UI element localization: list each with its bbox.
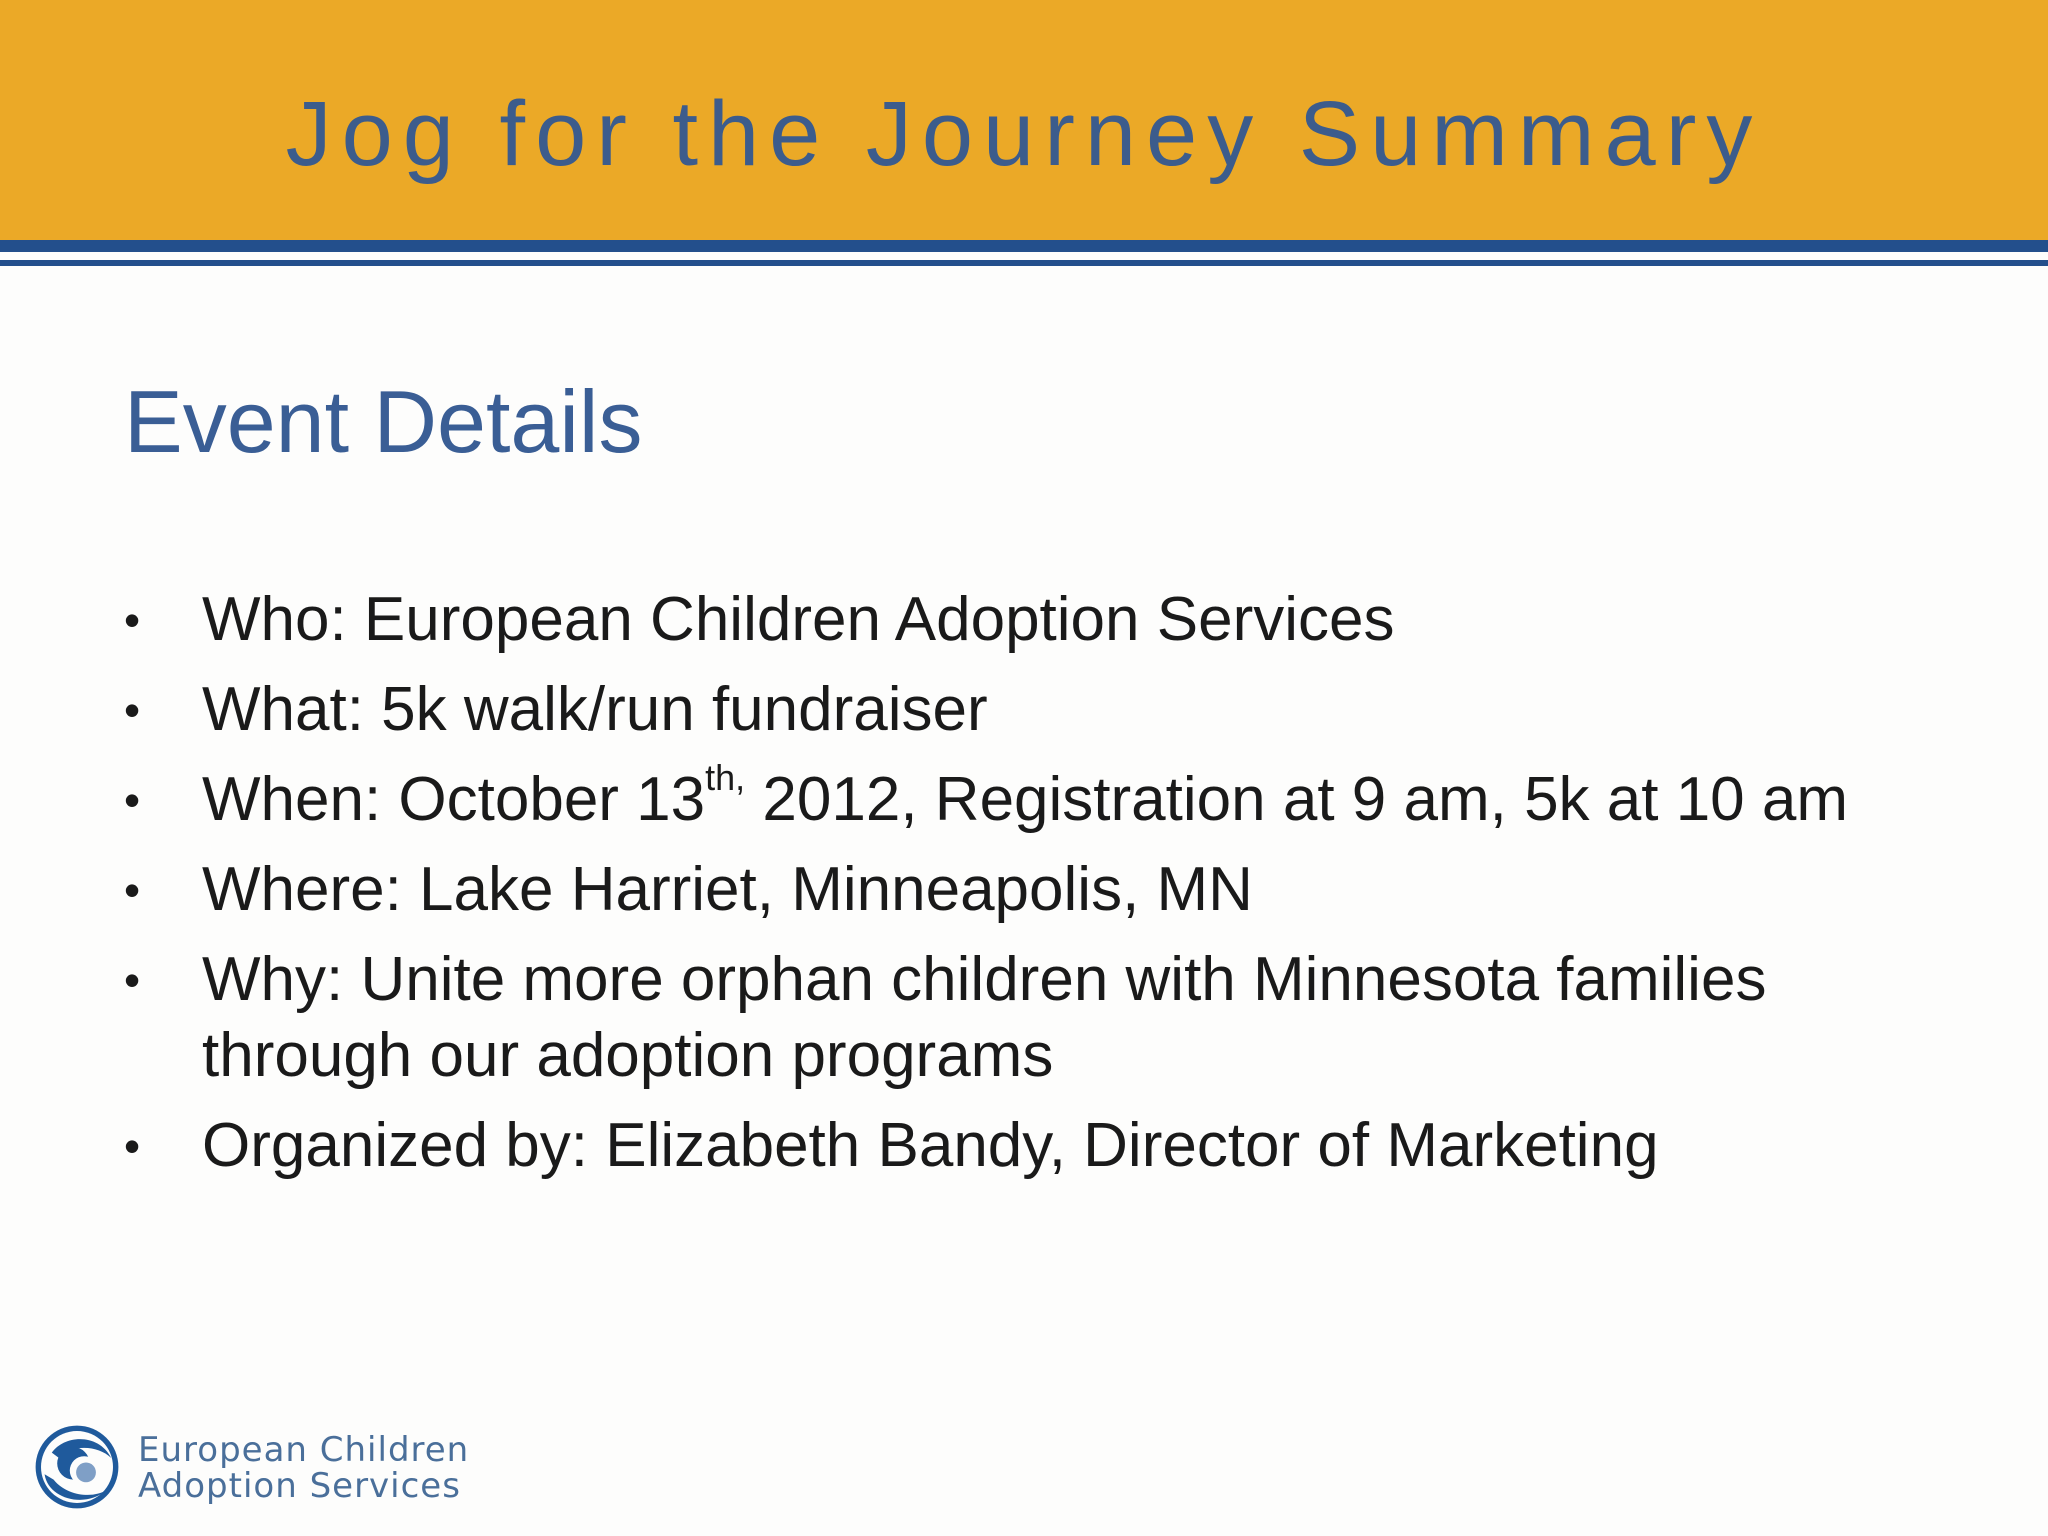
- bullet-text: [202, 757, 1849, 834]
- bullet-icon: •: [124, 864, 141, 916]
- header-rule-thin: [0, 260, 2048, 266]
- slide-title: Jog for the Journey Summary: [285, 83, 1763, 185]
- logo-wordmark: [138, 1432, 469, 1504]
- logo-line-1: European Children: [138, 1430, 470, 1470]
- bullet-list: [120, 582, 1960, 1198]
- logo-emblem-icon: [32, 1422, 122, 1512]
- bullet-text-superscript: th,: [705, 757, 746, 799]
- bullet-icon: •: [124, 954, 141, 1006]
- bullet-item-when: [120, 757, 1960, 838]
- section-heading: Event Details: [124, 372, 643, 471]
- logo-line-2: Adoption Services: [138, 1466, 461, 1506]
- bullet-text-part: 2012, Registration at 9 am, 5k at 10 am: [745, 765, 1849, 834]
- bullet-text: Organized by: Elizabeth Bandy, Director of Marketing: [202, 1111, 1659, 1180]
- bullet-icon: •: [124, 1120, 141, 1172]
- header-rule-thick: [0, 240, 2048, 252]
- bullet-text: Who: European Children Adoption Services: [202, 585, 1395, 654]
- organization-logo: [30, 1418, 530, 1518]
- bullet-icon: •: [124, 684, 141, 736]
- bullet-text-part: When: October 13: [202, 765, 706, 834]
- bullet-text: Where: Lake Harriet, Minneapolis, MN: [202, 855, 1253, 924]
- bullet-item-who: [120, 582, 1960, 658]
- header-rule-gap: [0, 252, 2048, 260]
- bullet-text: Why: Unite more orphan children with Minnesota families through our adoption programs: [202, 945, 1767, 1090]
- bullet-item-organizer: [120, 1108, 1960, 1184]
- bullet-icon: •: [124, 774, 141, 826]
- bullet-icon: •: [124, 594, 141, 646]
- bullet-item-where: [120, 852, 1960, 928]
- bullet-item-what: [120, 672, 1960, 748]
- bullet-item-why: [120, 942, 1960, 1094]
- bullet-text: What: 5k walk/run fundraiser: [202, 675, 988, 744]
